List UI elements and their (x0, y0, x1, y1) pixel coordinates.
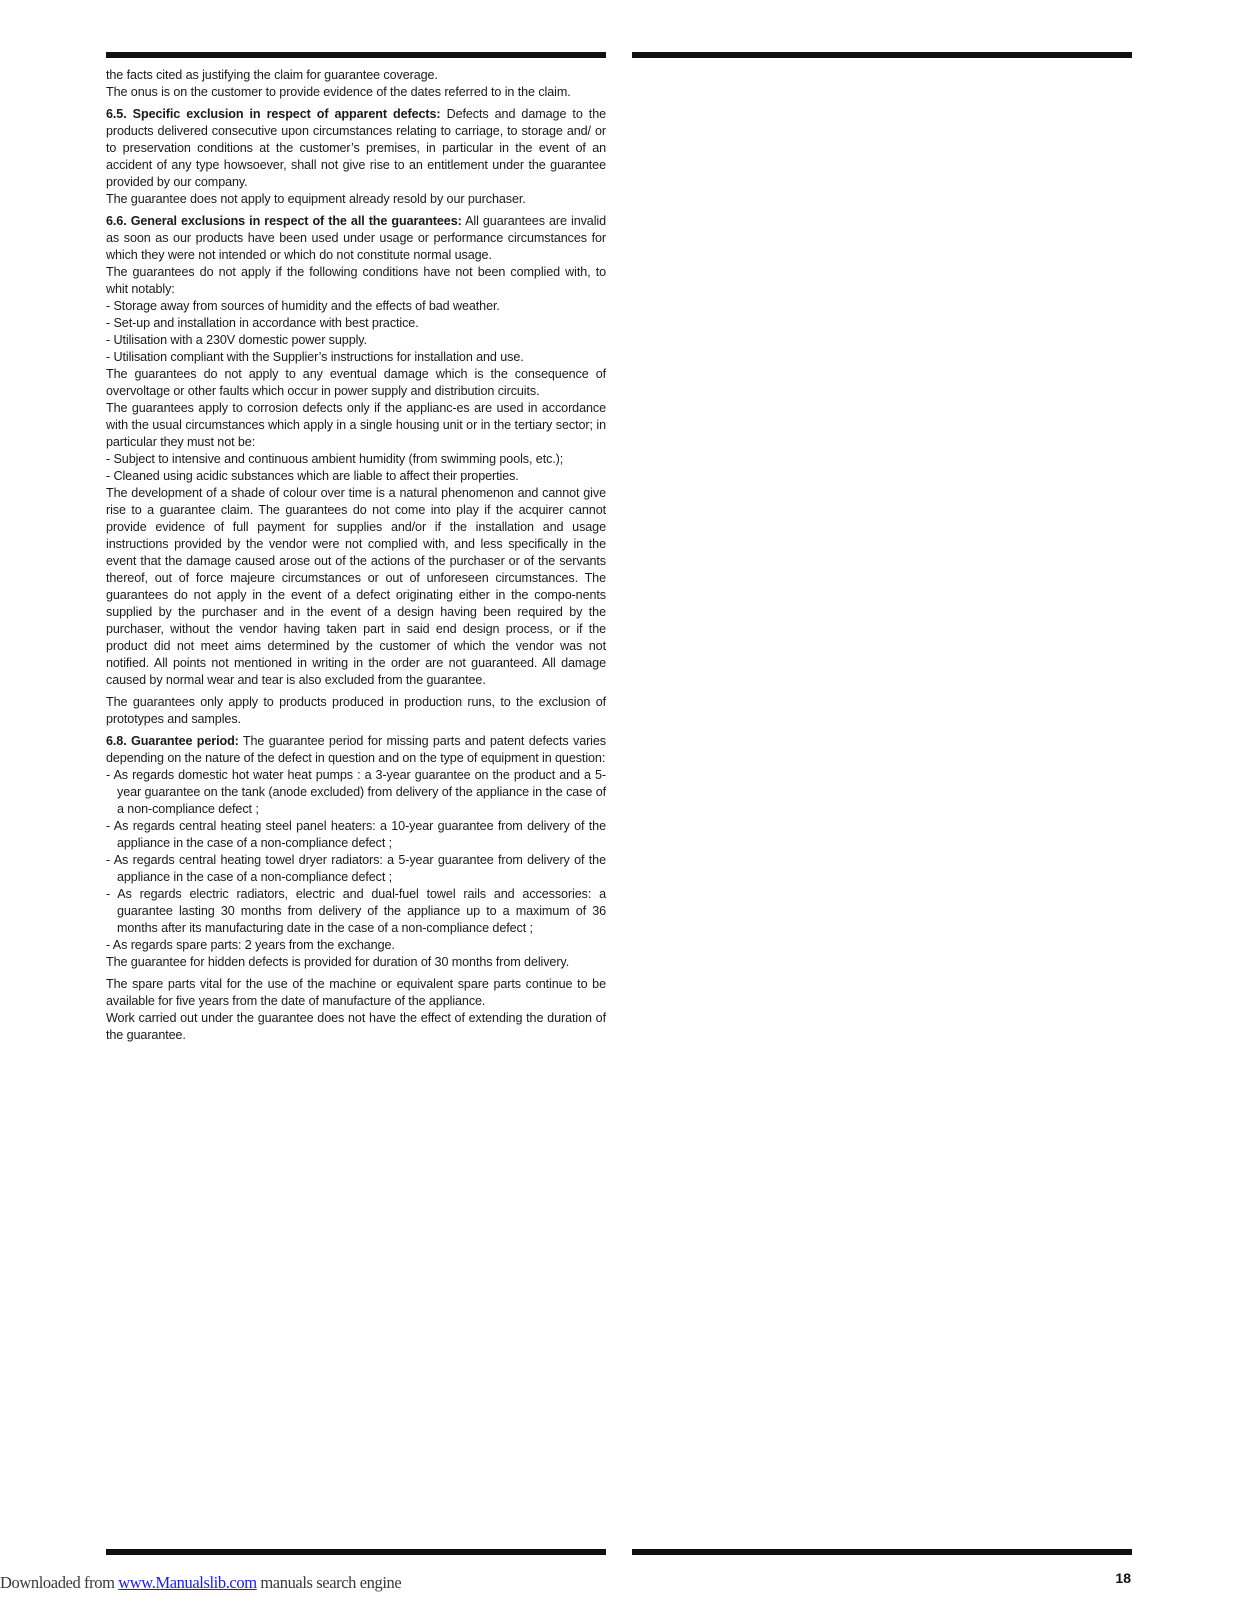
list-item: - Utilisation with a 230V domestic power supply. (106, 333, 367, 347)
list-item: - Cleaned using acidic substances which are liable to affect their properties. (106, 469, 519, 483)
paragraph: The guarantee for hidden defects is provided for duration of 30 months from delivery. (106, 955, 570, 969)
top-rule-left (106, 52, 606, 58)
section-body: The guarantee period for missing parts and patent defects varies depending on the nature of the defect in question and on the type of equipment in question: (106, 734, 606, 765)
list-item: - As regards electric radiators, electric and dual-fuel towel rails and accessories: a guarantee lasting 30 months from delivery of the appliance up to a maximum of 36 months after its manufacturing date in the case of a non-compliance defect ; (106, 887, 606, 935)
list-item: - As regards domestic hot water heat pumps : a 3-year guarantee on the product and a 5-year guarantee on the tank (anode excluded) from delivery of the appliance in the case of a non-compliance defect ; (106, 768, 606, 816)
list-item: - Utilisation compliant with the Supplier’s instructions for installation and use. (106, 350, 524, 364)
page-number: 18 (1115, 1570, 1131, 1586)
paragraph: The development of a shade of colour over time is a natural phenomenon and cannot give rise to a guarantee claim. The guarantees do not come into play if the acquirer cannot provide evidence of full payment for supplies and/or if the installation and usage instructions provided by the vendor were not complied with, and less specifically in the event that the damage caused arose out of the actions of the purchaser or of the servants thereof, out of force majeure circumstances or out of unforeseen circumstances. The guarantees do not apply in the event of a defect originating either in the compo-nents supplied by the purchaser and in the event of a design having been required by the purchaser, without the vendor having taken part in said end design process, or if the product did not meet aims determined by the customer of which the vendor was not notified. All points not mentioned in writing in the order are not guaranteed. All damage caused by normal wear and tear is also excluded from the guarantee. (106, 486, 606, 687)
section-6-8 (106, 733, 606, 767)
list-item: - As regards spare parts: 2 years from the exchange. (106, 938, 395, 952)
paragraph: The guarantees do not apply if the following conditions have not been complied with, to whit notably: (106, 265, 606, 296)
conditions-list (106, 298, 606, 366)
list-item: - As regards central heating towel dryer radiators: a 5-year guarantee from delivery of the appliance in the case of a non-compliance defect ; (106, 853, 606, 884)
list-item: - As regards central heating steel panel heaters: a 10-year guarantee from delivery of the appliance in the case of a non-compliance defect ; (106, 819, 606, 850)
section-6-6 (106, 213, 606, 264)
paragraph: The guarantees do not apply to any eventual damage which is the consequence of overvoltage or other faults which occur in power supply and distribution circuits. (106, 367, 606, 398)
list-item: - Set-up and installation in accordance with best practice. (106, 316, 419, 330)
section-heading: 6.8. Guarantee period: (106, 734, 239, 748)
section-heading: 6.5. Specific exclusion in respect of apparent defects: (106, 107, 441, 121)
top-rule-right (632, 52, 1132, 58)
section-6-5 (106, 106, 606, 191)
text-column (106, 67, 606, 1044)
manualslib-link[interactable]: www.Manualslib.com (118, 1573, 257, 1592)
paragraph: The onus is on the customer to provide evidence of the dates referred to in the claim. (106, 85, 571, 99)
paragraph: the facts cited as justifying the claim for guarantee coverage. (106, 68, 438, 82)
list-item: - Subject to intensive and continuous ambient humidity (from swimming pools, etc.); (106, 452, 564, 466)
guarantee-period-list (106, 767, 606, 954)
section-heading: 6.6. General exclusions in respect of the all the guarantees: (106, 214, 462, 228)
paragraph: The guarantee does not apply to equipment already resold by our purchaser. (106, 192, 526, 206)
section-body: Defects and damage to the products delivered consecutive upon circumstances relating to carriage, to storage and/ or to preservation conditions at the customer’s premises, in particular in the event of an accident of any type howsoever, shall not give rise to an entitlement under the guarantee provided by our company. (106, 107, 607, 189)
section-body: All guarantees are invalid as soon as our products have been used under usage or performance circumstances for which they were not intended or which do not constitute normal usage. (106, 214, 606, 262)
footer-prefix: Downloaded from (0, 1573, 119, 1592)
paragraph: Work carried out under the guarantee does not have the effect of extending the duration of the guarantee. (106, 1011, 606, 1042)
paragraph: The guarantees apply to corrosion defects only if the applianc-es are used in accordance with the usual circumstances which apply in a single housing unit or in the tertiary sector; in particular they must not be: (106, 401, 606, 449)
bottom-rule-left (106, 1549, 606, 1555)
bottom-rule-right (632, 1549, 1132, 1555)
download-source-note (0, 1573, 401, 1593)
paragraph: The spare parts vital for the use of the machine or equivalent spare parts continue to be available for five years from the date of manufacture of the appliance. (106, 977, 606, 1008)
footer-suffix: manuals search engine (256, 1573, 402, 1592)
paragraph: The guarantees only apply to products produced in production runs, to the exclusion of prototypes and samples. (106, 695, 606, 726)
corrosion-list (106, 451, 606, 485)
list-item: - Storage away from sources of humidity and the effects of bad weather. (106, 299, 500, 313)
